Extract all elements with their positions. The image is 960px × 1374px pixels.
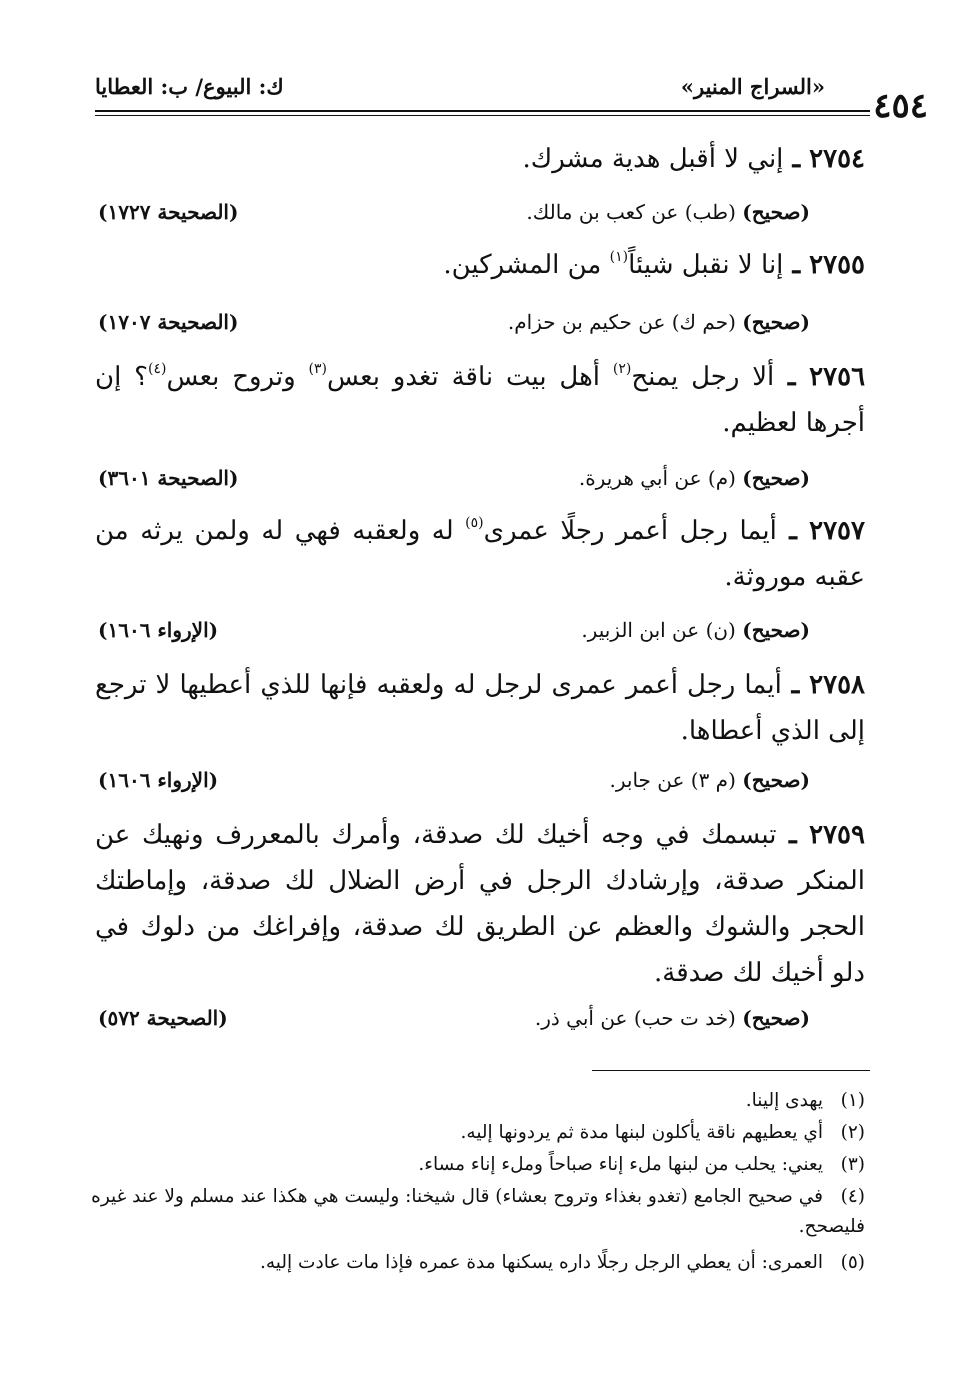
narrator: (خد ت حب) عن أبي ذر. [534,1006,736,1030]
hadith-source-2754 [98,200,810,230]
footnote-4 [90,1182,865,1242]
footnote-text: يهدى إلينا. [745,1090,823,1111]
hadith-number: ٢٧٥٤ [809,144,865,174]
footnote-separator [592,1070,870,1071]
footnote-ref[interactable]: (٢) [612,361,632,377]
grade-label: (صحيح) [742,200,810,224]
footnote-number: (٣) [840,1154,865,1175]
page-number: ٤٥٤ [873,86,928,126]
chapter-title: ك: البيوع/ ب: العطايا [95,74,284,99]
footnote-number: (٤) [840,1186,865,1207]
hadith-number: ٢٧٥٦ [809,362,866,392]
grade-label: (صحيح) [742,618,810,642]
grade-label: (صحيح) [742,1006,810,1030]
hadith-text: أيما رجل أعمر عمرى لرجل له ولعقبه فإنها للذي أعطيها لا ترجع إلى الذي أعطاها. [95,670,865,746]
narrator: (م ٣) عن جابر. [609,768,736,792]
running-header [95,70,825,110]
hadith-text: ألا رجل يمنح [631,362,775,392]
footnote-5 [90,1248,865,1278]
hadith-text: أهل بيت ناقة تغدو بعس [327,362,613,392]
hadith-number: ٢٧٥٥ [809,250,865,280]
footnote-text: العمرى: أن يعطي الرجل رجلًا داره يسكنها مدة عمره فإذا مات عادت إليه. [260,1252,823,1273]
footnote-text: يعني: يحلب من لبنها ملء إناء صباحاً وملء إناء مساء. [418,1154,823,1175]
footnote-ref[interactable]: (٣) [308,361,327,377]
hadith-text: ؟ إن أجرها لعظيم. [95,362,865,438]
footnote-text: أي يعطيهم ناقة يأكلون لبنها مدة ثم يردونها إليه. [460,1122,823,1143]
footnote-3 [90,1150,865,1180]
footnote-1 [90,1086,865,1116]
reference: (الإرواء ١٦٠٦) [98,768,219,792]
grade-label: (صحيح) [742,466,810,490]
hadith-2759: ٢٧٥٩ ـ تبسمك في وجه أخيك لك صدقة، وأمرك بالمعررف ونهيك عن المنكر صدقة، وإرشادك الرجل في أرض الضلال لك صدقة، وإماطتك الحجر والشوك والعظم عن الطريق لك صدقة، وإفراغك من دلوك في دلو أخيك لك صدقة. [95,820,866,988]
footnote-number: (٥) [840,1252,865,1273]
hadith-number: ٢٧٥٩ [809,820,865,850]
hadith-text: تبسمك في وجه أخيك لك صدقة، وأمرك بالمعررف ونهيك عن المنكر صدقة، وإرشادك الرجل في أرض الضلال لك صدقة، وإماطتك الحجر والشوك والعظم عن الطريق لك صدقة، وإفراغك من دلوك في دلو أخيك لك صدقة. [95,820,866,988]
hadith-text: إنا لا نقبل شيئاً [628,250,784,280]
narrator: (حم ك) عن حكيم بن حزام. [507,310,736,334]
hadith-2754: ٢٧٥٤ ـ إني لا أقبل هدية مشرك. [522,144,865,174]
hadith-text: إني لا أقبل هدية مشرك. [522,144,784,174]
narrator: (طب) عن كعب بن مالك. [526,200,736,224]
footnote-ref[interactable]: (٤) [147,361,167,377]
hadith-text: وتروح بعس [166,362,309,392]
footnote-ref[interactable]: (٥) [465,515,484,531]
hadith-number: ٢٧٥٧ [809,516,865,546]
hadith-2758: ٢٧٥٨ ـ أيما رجل أعمر عمرى لرجل له ولعقبه فإنها للذي أعطيها لا ترجع إلى الذي أعطاها. [95,670,865,746]
book-title: «السراج المنير» [680,74,825,99]
header-rule-thin [95,115,870,116]
hadith-source-2755 [98,310,810,340]
hadith-source-2757 [98,618,810,648]
hadith-source-2758 [98,768,810,798]
hadith-source-2759 [98,1006,810,1036]
hadith-source-2756 [98,466,810,496]
reference: (الصحيحة ١٧٠٧) [98,310,239,334]
grade-label: (صحيح) [742,310,810,334]
footnote-number: (١) [840,1090,865,1111]
reference: (الإرواء ١٦٠٦) [98,618,219,642]
hadith-text: له ولعقبه فهي له ولمن يرثه من عقبه موروثة. [95,516,865,592]
hadith-number: ٢٧٥٨ [809,670,865,700]
reference: (الصحيحة ٥٧٢) [98,1006,228,1030]
footnote-ref[interactable]: (١) [609,249,629,265]
narrator: (ن) عن ابن الزبير. [581,618,736,642]
narrator: (م) عن أبي هريرة. [578,466,736,490]
hadith-text: من المشركين. [443,250,610,280]
hadith-text: أيما رجل أعمر رجلًا عمرى [483,516,777,546]
reference: (الصحيحة ١٧٢٧) [98,200,239,224]
footnote-text: في صحيح الجامع (تغدو بغذاء وتروح بعشاء) قال شيخنا: وليست هي هكذا عند مسلم ولا عند غيره فليصحح. [91,1186,865,1237]
header-rule-thick [95,110,870,112]
hadith-2757: ٢٧٥٧ ـ أيما رجل أعمر رجلًا عمرى$^{(٥)}$ له ولعقبه فهي له ولمن يرثه من عقبه موروثة. [95,515,865,592]
reference: (الصحيحة ٣٦٠١) [98,466,239,490]
grade-label: (صحيح) [742,768,810,792]
hadith-2755: ٢٧٥٥ ـ إنا لا نقبل شيئاً$^{(١)}$ من المشركين. [443,249,865,280]
hadith-2756: ٢٧٥٦ ـ ألا رجل يمنح$^{(٢)}$ أهل بيت ناقة تغدو بعس$^{(٣)}$ وتروح بعس$^{(٤)}$؟ إن أجرها لعظيم. [95,361,866,438]
footnote-number: (٢) [840,1122,865,1143]
footnote-2 [90,1118,865,1148]
